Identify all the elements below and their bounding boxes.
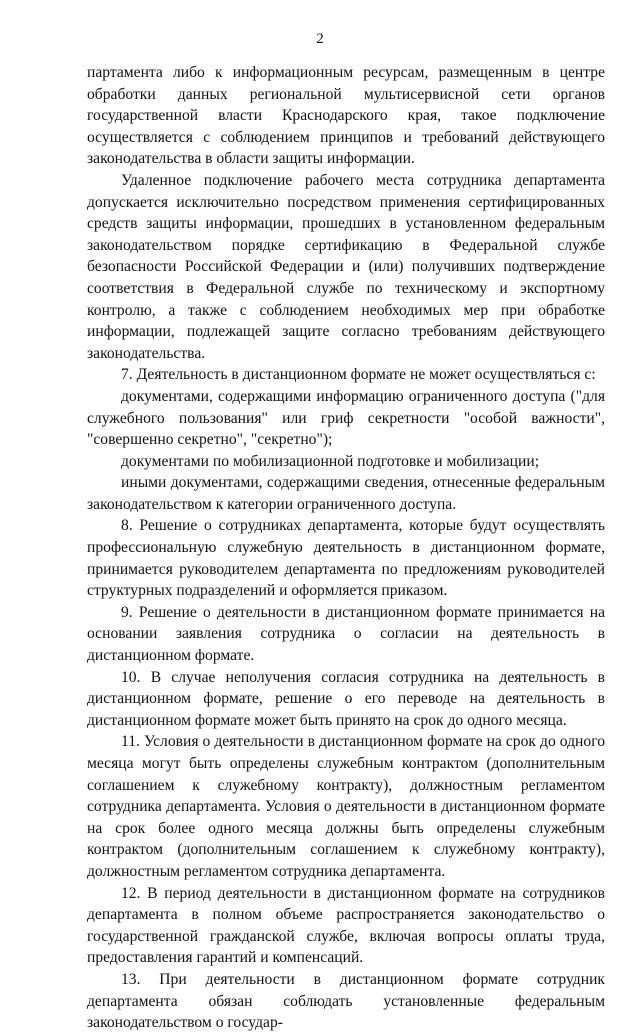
page-number: 2 [316,31,324,47]
paragraph-item-7: 7. Деятельность в дистанционном формате не может осуществляться с: [121,366,596,384]
paragraph-continuation: партамента либо к информационным ресурсам, размещенным в центре обработки данных региональной мультисервисной сети органов государственной власти Краснодарского края, такое подключение осуществляется с соблюдением принципов и требований действующего законодательства в области защиты информации. [87,64,605,168]
document-body [87,62,605,1034]
paragraph-item-8: 8. Решение о сотрудниках департамента, которые будут осуществлять профессиональную служебную деятельность в дистанционном формате, принимается руководителем департамента по предложениям руководителей структурных подразделений и оформляется приказом. [87,517,605,600]
paragraph-item-13: 13. При деятельности в дистанционном формате сотрудник департамента обязан соблюдать установленные федеральным законодательством о государ- [87,970,605,1032]
paragraph-item-7-other-docs: иными документами, содержащими сведения, отнесенные федеральным законодательством к категории ограниченного доступа. [87,474,605,513]
paragraph-item-12: 12. В период деятельности в дистанционном формате на сотрудников департамента в полном объеме распространяется законодательство о государственной гражданской службе, включая вопросы оплаты труда, предоставления гарантий и компенсаций. [87,884,605,967]
paragraph-remote-connection: Удаленное подключение рабочего места сотрудника департамента допускается исключительно посредством применения сертифицированных средств защиты информации, прошедших в установленном федеральным законодательством порядке сертификацию в Федеральной службе безопасности Российской Федерации и (или) получивших подтверждение соответствия в Федеральной службе по техническому и экспортному контролю, а также с соблюдением необходимых мер при обработке информации, подлежащей защите согласно требованиям действующего законодательства. [87,171,605,362]
paragraph-item-9: 9. Решение о деятельности в дистанционном формате принимается на основании заявления сотрудника о согласии на деятельность в дистанционном формате. [87,603,605,665]
paragraph-item-7-mobilization-docs: документами по мобилизационной подготовке и мобилизации; [121,452,540,470]
paragraph-item-7-restricted-docs: документами, содержащими информацию ограниченного доступа ("для служебного пользования" или гриф секретности "особой важности", "совершенно секретно", "секретно"); [87,387,605,449]
paragraph-item-11: 11. Условия о деятельности в дистанционном формате на срок до одного месяца могут быть определены служебным контрактом (дополнительным соглашением к служебному контракту), должностным регламентом сотрудника департамента. Условия о деятельности в дистанционном формате на срок более одного месяца должны быть определены служебным контрактом (дополнительным соглашением к служебному контракту), должностным регламентом сотрудника департамента. [87,733,605,880]
paragraph-item-10: 10. В случае неполучения согласия сотрудника на деятельность в дистанционном формате, решение о его переводе на деятельность в дистанционном формате может быть принято на срок до одного месяца. [87,668,605,729]
